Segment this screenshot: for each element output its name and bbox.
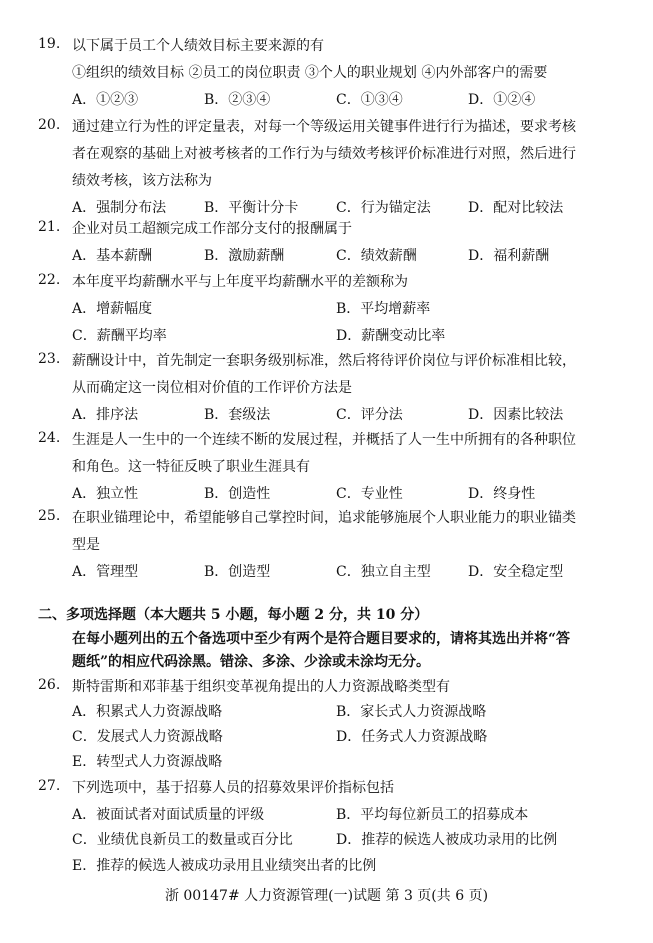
option-d: D．安全稳定型	[468, 564, 564, 580]
option-a: A．排序法	[72, 407, 139, 423]
section-instructions: 题纸”的相应代码涂黑。错涂、多涂、少涂或未涂均无分。	[72, 654, 431, 670]
question-stem: 在职业锚理论中，希望能够自己掌控时间，追求能够施展个人职业能力的职业锚类	[72, 510, 576, 526]
question-number: 24.	[38, 430, 61, 446]
option-d: D．推荐的候选人被成功录用的比例	[336, 832, 558, 848]
question-number: 23.	[38, 351, 61, 367]
option-c: C．专业性	[336, 486, 403, 502]
option-c: C．绩效薪酬	[336, 248, 417, 264]
option-a: A．①②③	[72, 92, 139, 108]
option-c: C．发展式人力资源战略	[72, 729, 223, 745]
question-number: 20.	[38, 117, 61, 133]
question-number: 19.	[38, 36, 61, 52]
question-stem: 薪酬设计中，首先制定一套职务级别标准，然后将待评价岗位与评价标准相比较，	[72, 353, 576, 369]
question-stem: 从而确定这一岗位相对价值的工作评价方法是	[72, 380, 352, 396]
option-e: E．推荐的候选人被成功录用且业绩突出者的比例	[72, 858, 377, 874]
option-d: D．因素比较法	[468, 407, 564, 423]
question-stem: 绩效考核，该方法称为	[72, 173, 212, 189]
option-b: B．套级法	[204, 407, 271, 423]
question-stem: 企业对员工超额完成工作部分支付的报酬属于	[72, 221, 352, 237]
question-number: 21.	[38, 219, 61, 235]
section-title: 二、多项选择题（本大题共 5 小题，每小题 2 分，共 10 分）	[38, 607, 429, 623]
page-footer: 浙 00147# 人力资源管理(一)试题 第 3 页(共 6 页)	[164, 888, 489, 904]
question-stem: 本年度平均薪酬水平与上年度平均薪酬水平的差额称为	[72, 274, 408, 290]
question-stem: 通过建立行为性的评定量表，对每一个等级运用关键事件进行行为描述，要求考核	[72, 119, 576, 135]
option-d: D．配对比较法	[468, 200, 564, 216]
option-d: D．①②④	[468, 92, 536, 108]
option-b: B．激励薪酬	[204, 248, 285, 264]
option-c: C．业绩优良新员工的数量或百分比	[72, 832, 293, 848]
question-stem: ①组织的绩效目标 ②员工的岗位职责 ③个人的职业规划 ④内外部客户的需要	[72, 65, 548, 81]
option-b: B．平均每位新员工的招募成本	[336, 807, 529, 823]
question-number: 27.	[38, 778, 61, 794]
question-stem: 生涯是人一生中的一个连续不断的发展过程，并概括了人一生中所拥有的各种职位	[72, 432, 576, 448]
option-b: B．创造型	[204, 564, 271, 580]
option-b: B．平均增薪率	[336, 301, 431, 317]
option-a: A．管理型	[72, 564, 139, 580]
question-stem: 下列选项中，基于招募人员的招募效果评价指标包括	[72, 780, 394, 796]
option-b: B．平衡计分卡	[204, 200, 299, 216]
option-d: D．福利薪酬	[468, 248, 550, 264]
option-c: C．独立自主型	[336, 564, 431, 580]
question-stem: 斯特雷斯和邓菲基于组织变革视角提出的人力资源战略类型有	[72, 679, 450, 695]
question-number: 26.	[38, 677, 61, 693]
question-stem: 者在观察的基础上对被考核者的工作行为与绩效考核评价标准进行对照，然后进行	[72, 146, 576, 162]
option-d: D．任务式人力资源战略	[336, 729, 488, 745]
option-a: A．独立性	[72, 486, 139, 502]
option-b: B．创造性	[204, 486, 271, 502]
section-instructions: 在每小题列出的五个备选项中至少有两个是符合题目要求的，请将其选出并将“答	[72, 631, 571, 647]
option-a: A．增薪幅度	[72, 301, 153, 317]
option-d: D．薪酬变动比率	[336, 328, 446, 344]
option-a: A．积累式人力资源战略	[72, 704, 223, 720]
option-e: E．转型式人力资源战略	[72, 754, 223, 770]
option-a: A．基本薪酬	[72, 248, 153, 264]
option-c: C．评分法	[336, 407, 403, 423]
option-b: B．家长式人力资源战略	[336, 704, 487, 720]
question-stem: 型是	[72, 537, 100, 553]
question-number: 25.	[38, 508, 61, 524]
option-c: C．薪酬平均率	[72, 328, 167, 344]
question-number: 22.	[38, 272, 61, 288]
option-a: A．被面试者对面试质量的评级	[72, 807, 265, 823]
option-c: C．①③④	[336, 92, 403, 108]
option-c: C．行为锚定法	[336, 200, 431, 216]
question-stem: 和角色。这一特征反映了职业生涯具有	[72, 459, 310, 475]
option-d: D．终身性	[468, 486, 536, 502]
question-stem: 以下属于员工个人绩效目标主要来源的有	[72, 38, 324, 54]
option-b: B．②③④	[204, 92, 271, 108]
option-a: A．强制分布法	[72, 200, 167, 216]
